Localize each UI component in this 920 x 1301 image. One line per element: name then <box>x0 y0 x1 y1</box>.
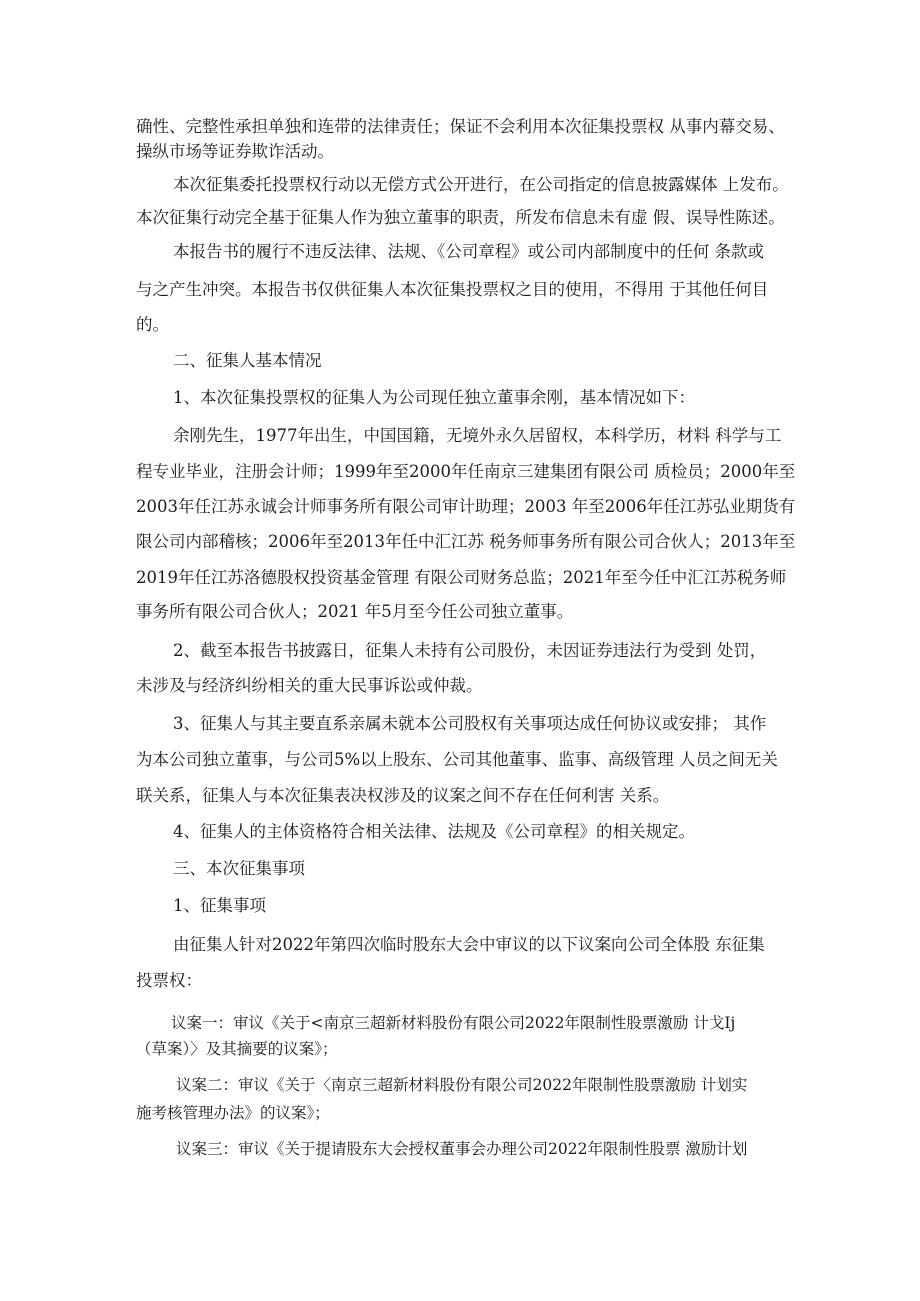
body-text-line: 事务所有限公司合伙人；2021 年5月至今任公司独立董事。 <box>136 602 574 621</box>
body-text-line: 与之产生冲突。本报告书仅供征集人本次征集投票权之目的使用，不得用 于其他任何目 <box>136 280 769 299</box>
body-text-line: 联关系，征集人与本次征集表决权涉及的议案之间不存在任何利害 关系。 <box>136 786 670 805</box>
body-text-line: 投票权： <box>136 971 202 990</box>
body-text-line: 2019年任江苏洛德股权投资基金管理 有限公司财务总监；2021年至今任中汇江苏税务师 <box>136 568 787 587</box>
section-heading: 三、本次征集事项 <box>173 859 305 878</box>
body-text-line: 2、截至本报告书披露日，征集人未持有公司股份，未因证券违法行为受到 处罚， <box>173 641 767 660</box>
body-text-line: 限公司内部稽核；2006年至2013年任中汇江苏 税务师事务所有限公司合伙人；2013年至 <box>136 532 796 551</box>
body-text-line: 2003年任江苏永诚会计师事务所有限公司审计助理；2003 年至2006年任江苏弘业期货有 <box>136 497 796 516</box>
body-text-line: 确性、完整性承担单独和连带的法律责任；保证不会利用本次征集投票权 从事内幕交易、 <box>136 117 785 136</box>
body-text-line: 操纵市场等证券欺诈活动。 <box>136 142 334 161</box>
body-text-line: 本报告书的履行不违反法律、法规、《公司章程》或公司内部制度中的任何 条款或 <box>173 242 764 261</box>
body-text-line: 余刚先生，1977年出生，中国国籍，无境外永久居留权，本科学历，材料 科学与工 <box>173 426 782 445</box>
body-text-line: 4、征集人的主体资格符合相关法律、法规及《公司章程》的相关规定。 <box>173 822 695 841</box>
body-text-line: 未涉及与经济纠纷相关的重大民事诉讼或仲裁。 <box>136 676 483 695</box>
body-text-line: 3、征集人与其主要直系亲属未就本公司股权有关事项达成任何协议或安排； 其作 <box>173 714 767 733</box>
body-text-line: 1、本次征集投票权的征集人为公司现任独立董事余刚，基本情况如下： <box>173 388 695 407</box>
motion-item: 施考核管理办法》的议案》； <box>136 1104 330 1122</box>
section-heading: 二、征集人基本情况 <box>173 351 322 370</box>
body-text-line: 本次征集委托投票权行动以无偿方式公开进行，在公司指定的信息披露媒体 上发布。 <box>173 175 789 194</box>
body-text-line: 程专业毕业，注册会计师；1999年至2000年任南京三建集团有限公司 质检员；2000年至 <box>136 462 796 481</box>
body-text-line: 本次征集行动完全基于征集人作为独立董事的职责，所发布信息未有虚 假、误导性陈述。 <box>136 208 785 227</box>
motion-item: 议案一：审议《关于<南京三超新材料股份有限公司2022年限制性股票激励 计戈Ij <box>171 1014 736 1032</box>
body-text-line: 为本公司独立董事，与公司5%以上股东、公司其他董事、监事、高级管理 人员之间无关 <box>136 750 778 769</box>
subsection-heading: 1、征集事项 <box>173 896 266 915</box>
motion-item: 议案二：审议《关于〈南京三超新材料股份有限公司2022年限制性股票激励 计划实 <box>176 1076 748 1094</box>
body-text-line: 由征集人针对2022年第四次临时股东大会中审议的以下议案向公司全体股 东征集 <box>173 935 765 954</box>
body-text-line: 的。 <box>136 315 169 334</box>
motion-item: 议案三：审议《关于提请股东大会授权董事会办理公司2022年限制性股票 激励计划 <box>176 1140 748 1158</box>
motion-item: （草案）〉及其摘要的议案》； <box>136 1040 338 1058</box>
